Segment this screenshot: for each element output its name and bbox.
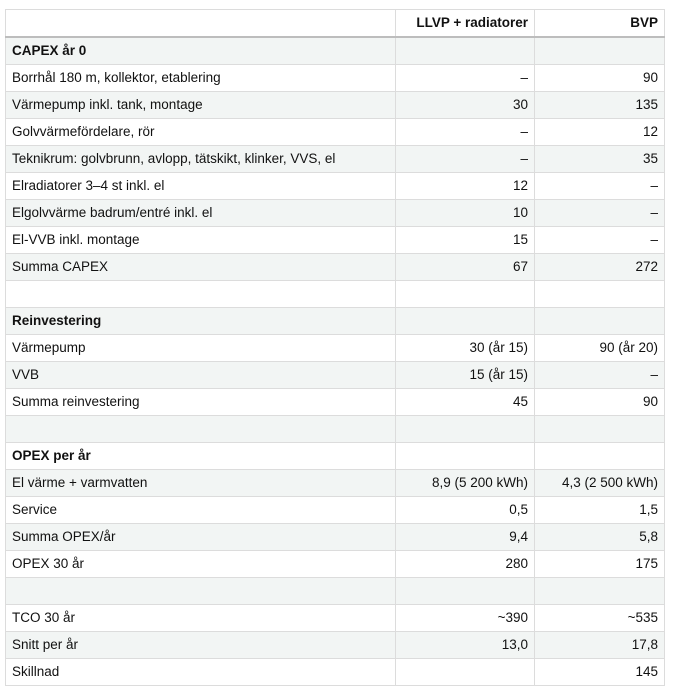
bvp-value-cell xyxy=(535,578,665,605)
table-row xyxy=(6,65,665,92)
bvp-value-cell: – xyxy=(535,173,665,200)
table-row xyxy=(6,389,665,416)
row-label-cell: TCO 30 år xyxy=(6,605,396,632)
bvp-value-cell: 90 (år 20) xyxy=(535,335,665,362)
table-row xyxy=(6,335,665,362)
llvp-value-cell xyxy=(396,308,535,335)
row-label-cell: Värmepump xyxy=(6,335,396,362)
row-label-cell: Borrhål 180 m, kollektor, etablering xyxy=(6,65,396,92)
row-label-cell: Elgolvvärme badrum/entré inkl. el xyxy=(6,200,396,227)
llvp-value-cell: 30 xyxy=(396,92,535,119)
row-label-cell xyxy=(6,578,396,605)
table-row xyxy=(6,254,665,281)
header-llvp-radiatorer: LLVP + radiatorer xyxy=(396,10,535,38)
llvp-value-cell: 12 xyxy=(396,173,535,200)
llvp-value-cell: 280 xyxy=(396,551,535,578)
bvp-value-cell: – xyxy=(535,200,665,227)
row-label-cell: Elradiatorer 3–4 st inkl. el xyxy=(6,173,396,200)
llvp-value-cell: 15 (år 15) xyxy=(396,362,535,389)
cost-comparison-table xyxy=(5,9,665,686)
spacer-row xyxy=(6,281,665,308)
row-label-cell: Teknikrum: golvbrunn, avlopp, tätskikt, klinker, VVS, el xyxy=(6,146,396,173)
bvp-value-cell: 12 xyxy=(535,119,665,146)
bvp-value-cell: 4,3 (2 500 kWh) xyxy=(535,470,665,497)
table-row xyxy=(6,119,665,146)
bvp-value-cell: 175 xyxy=(535,551,665,578)
bvp-value-cell: 135 xyxy=(535,92,665,119)
row-label-cell: OPEX per år xyxy=(6,443,396,470)
bvp-value-cell: 272 xyxy=(535,254,665,281)
bvp-value-cell xyxy=(535,416,665,443)
bvp-value-cell: 145 xyxy=(535,659,665,686)
llvp-value-cell xyxy=(396,281,535,308)
row-label-cell: El värme + varmvatten xyxy=(6,470,396,497)
spacer-row xyxy=(6,416,665,443)
table-header-row xyxy=(6,10,665,38)
bvp-value-cell: 1,5 xyxy=(535,497,665,524)
table-row xyxy=(6,146,665,173)
table-row xyxy=(6,497,665,524)
table-row xyxy=(6,362,665,389)
llvp-value-cell: 45 xyxy=(396,389,535,416)
row-label-cell: Service xyxy=(6,497,396,524)
table-row xyxy=(6,92,665,119)
llvp-value-cell xyxy=(396,443,535,470)
llvp-value-cell xyxy=(396,578,535,605)
table-row xyxy=(6,470,665,497)
bvp-value-cell xyxy=(535,308,665,335)
llvp-value-cell: 10 xyxy=(396,200,535,227)
table-row xyxy=(6,551,665,578)
spacer-row xyxy=(6,578,665,605)
row-label-cell: Värmepump inkl. tank, montage xyxy=(6,92,396,119)
comparison-table-container xyxy=(5,9,664,686)
row-label-cell: Summa OPEX/år xyxy=(6,524,396,551)
llvp-value-cell xyxy=(396,416,535,443)
llvp-value-cell: – xyxy=(396,119,535,146)
llvp-value-cell: 67 xyxy=(396,254,535,281)
header-bvp: BVP xyxy=(535,10,665,38)
row-label-cell: El-VVB inkl. montage xyxy=(6,227,396,254)
llvp-value-cell: 15 xyxy=(396,227,535,254)
llvp-value-cell: 0,5 xyxy=(396,497,535,524)
llvp-value-cell xyxy=(396,659,535,686)
row-label-cell: OPEX 30 år xyxy=(6,551,396,578)
llvp-value-cell: ~390 xyxy=(396,605,535,632)
table-row xyxy=(6,632,665,659)
row-label-cell: Reinvestering xyxy=(6,308,396,335)
llvp-value-cell: 13,0 xyxy=(396,632,535,659)
bvp-value-cell xyxy=(535,37,665,65)
llvp-value-cell: – xyxy=(396,146,535,173)
header-label-cell xyxy=(6,10,396,38)
section-header-row xyxy=(6,308,665,335)
row-label-cell: Golvvärmefördelare, rör xyxy=(6,119,396,146)
bvp-value-cell: 5,8 xyxy=(535,524,665,551)
row-label-cell: CAPEX år 0 xyxy=(6,37,396,65)
bvp-value-cell: 17,8 xyxy=(535,632,665,659)
table-row xyxy=(6,200,665,227)
row-label-cell: Summa reinvestering xyxy=(6,389,396,416)
bvp-value-cell: 90 xyxy=(535,389,665,416)
bvp-value-cell: – xyxy=(535,227,665,254)
row-label-cell: Snitt per år xyxy=(6,632,396,659)
row-label-cell xyxy=(6,416,396,443)
table-row xyxy=(6,605,665,632)
row-label-cell: VVB xyxy=(6,362,396,389)
table-row xyxy=(6,173,665,200)
table-row xyxy=(6,524,665,551)
llvp-value-cell: 8,9 (5 200 kWh) xyxy=(396,470,535,497)
bvp-value-cell: – xyxy=(535,362,665,389)
llvp-value-cell xyxy=(396,37,535,65)
table-row xyxy=(6,659,665,686)
table-row xyxy=(6,227,665,254)
bvp-value-cell: ~535 xyxy=(535,605,665,632)
row-label-cell: Summa CAPEX xyxy=(6,254,396,281)
section-header-row xyxy=(6,37,665,65)
row-label-cell: Skillnad xyxy=(6,659,396,686)
bvp-value-cell xyxy=(535,443,665,470)
bvp-value-cell xyxy=(535,281,665,308)
bvp-value-cell: 90 xyxy=(535,65,665,92)
section-header-row xyxy=(6,443,665,470)
llvp-value-cell: 30 (år 15) xyxy=(396,335,535,362)
bvp-value-cell: 35 xyxy=(535,146,665,173)
llvp-value-cell: 9,4 xyxy=(396,524,535,551)
llvp-value-cell: – xyxy=(396,65,535,92)
table-body xyxy=(6,37,665,686)
row-label-cell xyxy=(6,281,396,308)
